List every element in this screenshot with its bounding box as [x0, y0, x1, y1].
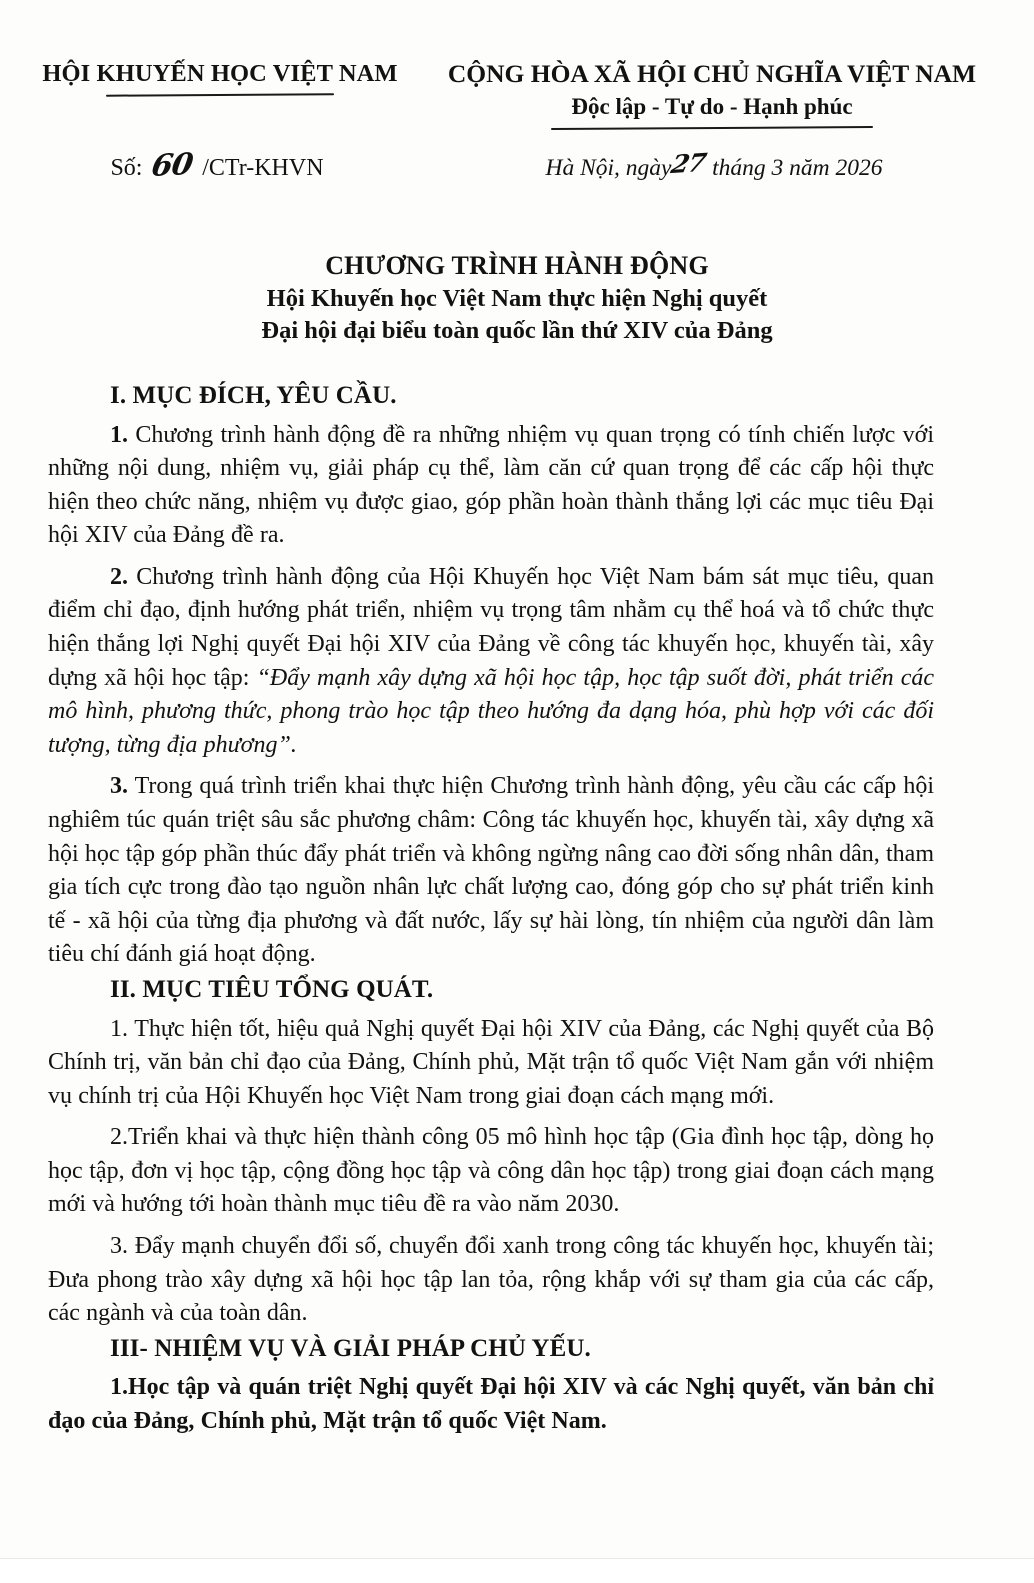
- paragraph-ii-2: 2.Triển khai và thực hiện thành công 05 mô hình học tập (Gia đình học tập, dòng họ học tập, đơn vị học tập, cộng đồng học tập và công dân học tập) trong giai đoạn cách mạng mới và hướng tới hoàn thành mục tiêu đề ra vào năm 2030.: [48, 1124, 934, 1218]
- issuing-organization-name: HỘI KHUYẾN HỌC VIỆT NAM: [42, 60, 398, 87]
- document-header: [0, 60, 1034, 130]
- document-date-line: [430, 147, 1034, 182]
- paragraph-iii-1: 1.Học tập và quán triệt Nghị quyết Đại hội XIV và các Nghị quyết, văn bản chỉ đạo của Đảng, Chính phủ, Mặt trận tổ quốc Việt Nam.: [48, 1374, 934, 1434]
- section-heading-i: I. MỤC ĐÍCH, YÊU CẦU.: [110, 382, 397, 409]
- motto-underline: [551, 126, 873, 130]
- document-title-sub-line1: Hội Khuyến học Việt Nam thực hiện Nghị quyết: [266, 284, 768, 312]
- paragraph-i-3-text: Trong quá trình triển khai thực hiện Chương trình hành động, yêu cầu các cấp hội nghiêm túc quán triệt sâu sắc phương châm: Công tác khuyến học, khuyến tài, xây dựng xã hội học tập góp phần thúc đẩy phát triển và không ngừng nâng cao đời sống nhân dân, tham gia tích cực trong đào tạo nguồn nhân lực chất lượng cao, đóng góp cho sự phát triển kinh tế - xã hội của từng địa phương và đất nước, lấy sự hài lòng, tín nhiệm của người dân làm tiêu chí đánh giá hoạt động.: [48, 773, 934, 968]
- document-title-block: [0, 250, 1034, 346]
- document-month-year: tháng 3 năm 2026: [712, 155, 883, 181]
- document-day-handwritten-value: 27: [669, 147, 709, 180]
- document-number-suffix: /CTr-KHVN: [202, 155, 324, 181]
- document-title-sub-line2: Đại hội đại biểu toàn quốc lần thứ XIV của Đảng: [261, 316, 773, 344]
- paragraph-i-1: [48, 419, 934, 553]
- paragraph-i-3: [48, 770, 934, 972]
- paragraph-i-3-number: 3.: [110, 773, 128, 800]
- document-number-label: Số:: [110, 155, 143, 181]
- national-title: CỘNG HÒA XÃ HỘI CHỦ NGHĨA VIỆT NAM: [447, 59, 977, 88]
- document-body: [48, 380, 934, 1441]
- national-heading-block: [430, 60, 1034, 130]
- organization-underline: [106, 94, 334, 98]
- paragraph-i-1-number: 1.: [110, 421, 128, 448]
- national-motto: Độc lập - Tự do - Hạnh phúc: [571, 93, 853, 119]
- document-number-line: [0, 148, 430, 183]
- document-place-prefix: Hà Nội, ngày: [545, 155, 672, 181]
- section-heading-iii: III- NHIỆM VỤ VÀ GIẢI PHÁP CHỦ YẾU.: [110, 1334, 591, 1362]
- issuing-organization-block: [0, 60, 430, 97]
- paragraph-i-2: [48, 561, 934, 763]
- document-title-main: CHƯƠNG TRÌNH HÀNH ĐỘNG: [325, 251, 709, 280]
- document-meta-row: [0, 148, 1034, 183]
- paragraph-i-2-number: 2.: [110, 563, 128, 590]
- paragraph-i-2-quotation: “Đẩy mạnh xây dựng xã hội học tập, học tập suốt đời, phát triển các mô hình, phương thức, phong trào học tập theo hướng đa dạng hóa, phù hợp với các đối tượng, từng địa phương”.: [48, 664, 935, 758]
- paragraph-ii-3: 3. Đẩy mạnh chuyển đổi số, chuyển đổi xanh trong công tác khuyến học, khuyến tài; Đưa phong trào xây dựng xã hội học tập lan tỏa, rộng khắp với sự tham gia của các cấp, các ngành và của toàn dân.: [48, 1233, 934, 1327]
- paragraph-i-1-text: Chương trình hành động đề ra những nhiệm vụ quan trọng có tính chiến lược với những nội dung, nhiệm vụ, giải pháp cụ thể, làm căn cứ quan trọng để các cấp hội thực hiện theo chức năng, nhiệm vụ được giao, góp phần hoàn thành thắng lợi các mục tiêu Đại hội XIV của Đảng đề ra.: [48, 421, 934, 549]
- section-heading-ii: II. MỤC TIÊU TỔNG QUÁT.: [110, 976, 434, 1003]
- paragraph-i-2-text: Chương trình hành động của Hội Khuyến học Việt Nam bám sát mục tiêu, quan điểm chỉ đạo, định hướng phát triển, nhiệm vụ trọng tâm nhằm cụ thể hoá và tổ chức thực hiện thắng lợi Nghị quyết Đại hội XIV của Đảng về công tác khuyến học, khuyến tài, xây dựng xã hội học tập:: [48, 563, 934, 691]
- document-number-handwritten-value: 60: [149, 146, 196, 185]
- paragraph-ii-1: 1. Thực hiện tốt, hiệu quả Nghị quyết Đại hội XIV của Đảng, các Nghị quyết của Bộ Chính trị, văn bản chỉ đạo của Đảng, Chính phủ, Mặt trận tổ quốc Việt Nam gắn với nhiệm vụ chính trị của Hội Khuyến học Việt Nam trong giai đoạn cách mạng mới.: [48, 1015, 934, 1109]
